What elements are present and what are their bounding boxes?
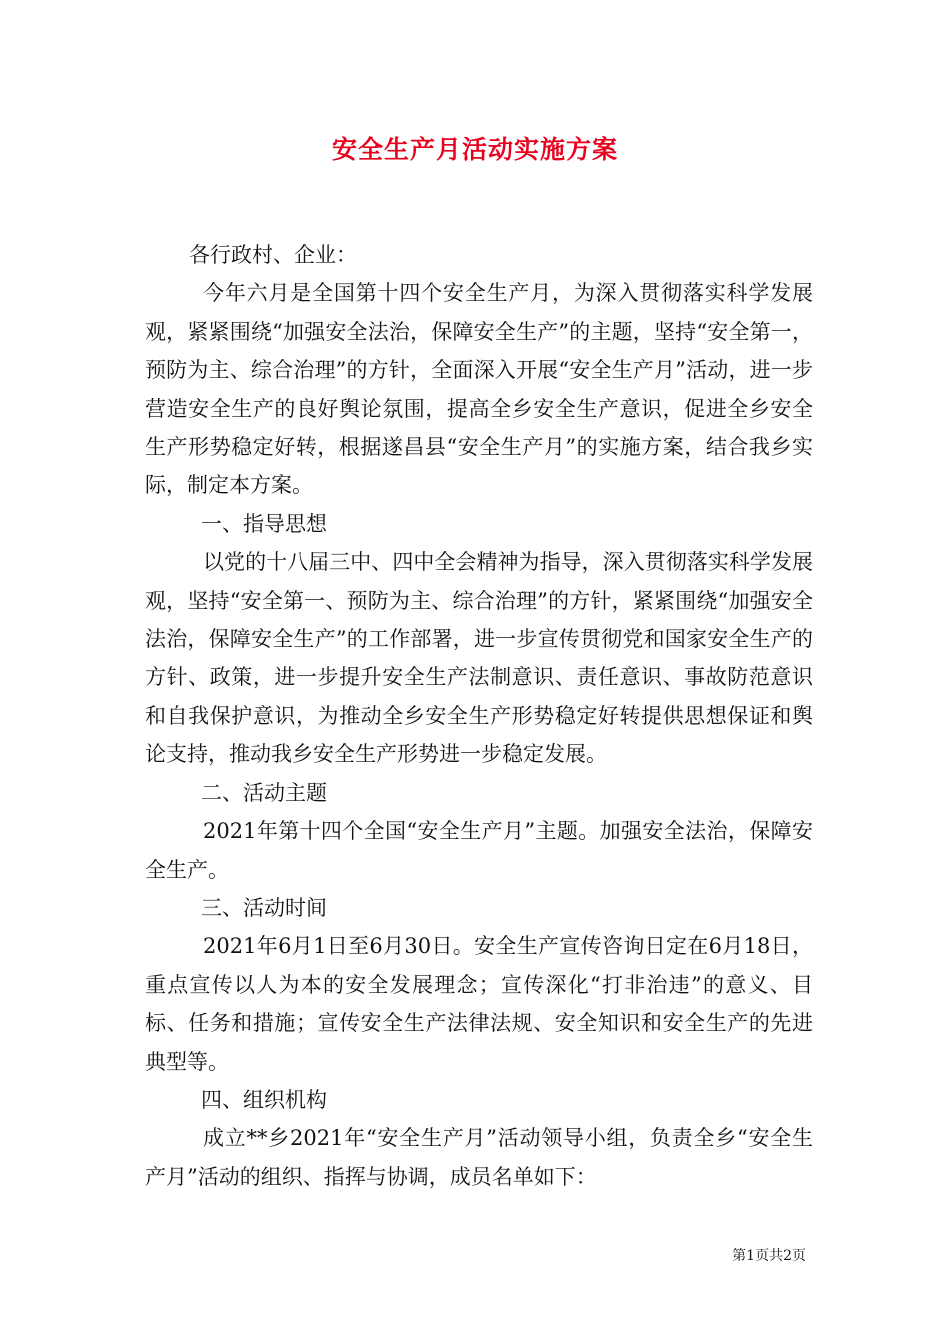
section-heading-organization: 四、组织机构 xyxy=(201,1087,327,1112)
section-body-activity-time: 2021年6月1日至6月30日。安全生产宣传咨询日定在6月18日，重点宣传以人为本的安全发展理念；宣传深化“打非治违”的意义、目标、任务和措施；宣传安全生产法律法规、安全知识和安全生产的先进典型等。 xyxy=(145,934,813,1074)
section-body-guiding-thought: 以党的十八届三中、四中全会精神为指导，深入贯彻落实科学发展观，坚持“安全第一、预防为主、综合治理”的方针，紧紧围绕“加强安全法治，保障安全生产”的工作部署，进一步宣传贯彻党和国家安全生产的方针、政策，进一步提升安全生产法制意识、责任意识、事故防范意识和自我保护意识，为推动全乡安全生产形势稳定好转提供思想保证和舆论支持，推动我乡安全生产形势进一步稳定发展。 xyxy=(145,550,813,767)
section-body-organization: 成立**乡2021年“安全生产月”活动领导小组，负责全乡“安全生产月”活动的组织、指挥与协调，成员名单如下： xyxy=(145,1126,813,1189)
section-heading-activity-time: 三、活动时间 xyxy=(201,895,327,920)
document-title: 安全生产月活动实施方案 xyxy=(331,135,618,164)
document-body xyxy=(145,236,813,1196)
section-body-activity-theme: 2021年第十四个全国“安全生产月”主题。加强安全法治，保障安全生产。 xyxy=(145,819,813,882)
page-number: 第1页共2页 xyxy=(732,1248,806,1264)
section-heading-activity-theme: 二、活动主题 xyxy=(201,780,327,805)
intro-paragraph: 今年六月是全国第十四个安全生产月，为深入贯彻落实科学发展观，紧紧围绕“加强安全法治，保障安全生产”的主题，坚持“安全第一，预防为主、综合治理”的方针，全面深入开展“安全生产月”活动，进一步营造安全生产的良好舆论氛围，提高全乡安全生产意识，促进全乡安全生产形势稳定好转，根据遂昌县“安全生产月”的实施方案，结合我乡实际，制定本方案。 xyxy=(145,281,813,498)
section-heading-guiding-thought: 一、指导思想 xyxy=(201,511,327,536)
salutation: 各行政村、企业： xyxy=(189,243,357,267)
